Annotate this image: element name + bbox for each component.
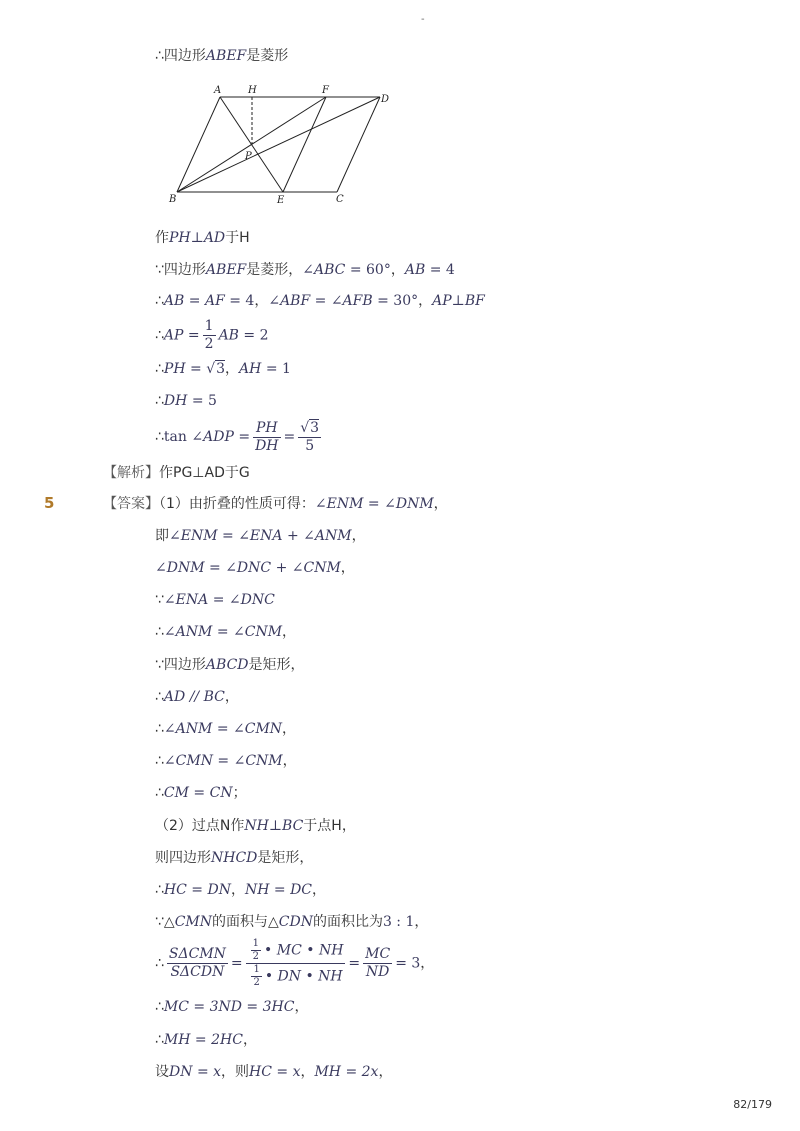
label-a: A xyxy=(214,85,222,96)
text: ∴ xyxy=(155,624,164,640)
construct-ph xyxy=(155,228,250,248)
step-hc-dn xyxy=(155,880,326,900)
question-number: 5 xyxy=(44,494,55,512)
math: = xyxy=(216,721,229,737)
denominator: 2 xyxy=(253,977,260,988)
math: ∠ABF xyxy=(268,293,311,309)
text: 作PG⊥AD于G xyxy=(159,465,250,481)
step-area-fraction xyxy=(155,938,434,989)
text: ， xyxy=(282,624,297,640)
math: ∠ANM xyxy=(163,721,213,737)
math: = 3ND = 3HC xyxy=(193,999,295,1015)
text: ， xyxy=(418,293,433,309)
segment-dc xyxy=(337,97,380,192)
text: 是菱形 xyxy=(246,48,289,64)
math: = xyxy=(216,624,229,640)
math: HC xyxy=(249,1064,272,1080)
math: = 1 xyxy=(265,361,291,377)
page-top-mark: - xyxy=(421,14,425,25)
math: ∠ANM xyxy=(163,624,213,640)
step-mh xyxy=(155,1030,257,1050)
text: ， xyxy=(230,882,245,898)
text: ， xyxy=(340,560,355,576)
label-h: H xyxy=(248,85,257,96)
answer-tag: 【答案】 xyxy=(103,496,159,512)
analysis-line xyxy=(103,463,250,483)
math: = 4 xyxy=(229,293,255,309)
step-parallel xyxy=(155,687,239,707)
math: = xyxy=(212,592,225,608)
text: ， xyxy=(312,882,327,898)
text: 于H xyxy=(225,230,250,246)
fraction-one-half-small xyxy=(251,938,261,963)
math: ∠DNC xyxy=(228,592,275,608)
math: = xyxy=(314,293,327,309)
math: 3 : 1 xyxy=(382,914,415,930)
math: DH xyxy=(163,393,188,409)
math: CM xyxy=(163,785,189,801)
math: ∠ENM xyxy=(169,528,218,544)
step-anm-cnm xyxy=(155,622,296,642)
math: CDN xyxy=(278,914,313,930)
text: ∴ xyxy=(155,753,164,769)
text: ， xyxy=(254,293,269,309)
fraction-mc-nd xyxy=(363,946,392,981)
text: ∴ xyxy=(155,361,164,377)
math: = xyxy=(238,429,251,445)
step-enm-sum xyxy=(155,526,366,546)
step-tan xyxy=(155,418,324,456)
step-rectangle-abcd xyxy=(155,655,305,675)
math: PH xyxy=(163,361,186,377)
segment-bd xyxy=(177,97,380,192)
text: 是矩形， xyxy=(248,657,305,673)
denominator: DH xyxy=(255,437,279,454)
math: ABCD xyxy=(205,657,249,673)
math: ∠ANM xyxy=(303,528,352,544)
text: 设 xyxy=(155,1064,169,1080)
math: tan xyxy=(163,429,187,445)
step-dh xyxy=(155,391,217,411)
numerator: 1 xyxy=(252,938,260,949)
step-ena-dnc xyxy=(155,590,275,610)
text: ， xyxy=(390,262,405,278)
math: = 4 xyxy=(429,262,455,278)
sqrt-sign: √ xyxy=(300,419,310,436)
math: = xyxy=(190,361,202,377)
text: ； xyxy=(232,785,247,801)
step-rectangle-nhcd xyxy=(155,848,313,868)
text: ∴ xyxy=(155,882,164,898)
math: ∠CMN xyxy=(163,753,213,769)
math: = xyxy=(348,955,361,972)
math: = xyxy=(188,293,201,309)
math: AD // BC xyxy=(163,689,225,705)
math: ∠DNM xyxy=(384,496,434,512)
math: ∠DNM xyxy=(155,560,205,576)
text: 作 xyxy=(155,230,169,246)
math: = xyxy=(222,528,234,544)
step-set-x xyxy=(155,1062,392,1082)
analysis-tag: 【解析】 xyxy=(103,465,159,481)
fraction-ph-dh xyxy=(253,420,280,455)
math: MH xyxy=(163,1032,191,1048)
fraction-one-half-small xyxy=(251,964,261,989)
text: 的面积与△ xyxy=(211,914,279,930)
text: ∴四边形 xyxy=(155,48,206,64)
math: = x xyxy=(276,1064,301,1080)
numerator: 1 xyxy=(204,318,214,334)
label-b: B xyxy=(169,194,177,205)
math: MH xyxy=(314,1064,342,1080)
numerator: MC xyxy=(365,946,391,962)
math: = xyxy=(191,882,204,898)
math: = 30° xyxy=(377,293,419,309)
denominator xyxy=(246,964,346,989)
step-ap xyxy=(155,318,269,353)
text: （2）过点N作 xyxy=(155,818,245,834)
math: = xyxy=(187,327,200,344)
text: ， xyxy=(282,753,297,769)
math: • DN • NH xyxy=(264,968,343,985)
text: ， xyxy=(378,1064,393,1080)
rhombus-conclusion xyxy=(155,46,288,66)
math: ∠CNM xyxy=(233,753,283,769)
step-area-ratio xyxy=(155,912,428,932)
math: ∠ADP xyxy=(191,429,234,445)
text: ， xyxy=(414,914,429,930)
page-number: 82/179 xyxy=(733,1098,772,1111)
math: AH xyxy=(239,361,262,377)
step-cmn-cnm xyxy=(155,751,297,771)
label-e: E xyxy=(277,195,285,206)
text: ，则 xyxy=(221,1064,250,1080)
text: ∴ xyxy=(155,721,164,737)
math: NH xyxy=(244,882,270,898)
step-dnm-sum xyxy=(155,558,355,578)
text: 于点H， xyxy=(303,818,356,834)
math: HC xyxy=(163,882,187,898)
segment-bf xyxy=(177,97,326,192)
denominator: 5 xyxy=(305,437,315,454)
math: AF xyxy=(204,293,225,309)
numerator xyxy=(246,938,346,964)
math: = 2 xyxy=(243,327,269,344)
label-c: C xyxy=(336,194,344,205)
text: ， xyxy=(225,361,240,377)
math: + xyxy=(275,560,288,576)
math: NHCD xyxy=(211,850,258,866)
step-cm-cn xyxy=(155,783,247,803)
text: ， xyxy=(224,689,239,705)
math: ∠ABC xyxy=(302,262,346,278)
label-p: P xyxy=(245,151,252,162)
math: MC xyxy=(163,999,189,1015)
fraction-area xyxy=(167,946,228,981)
parallelogram-figure xyxy=(160,80,400,210)
step-ph-ah xyxy=(155,359,291,379)
text: 是矩形， xyxy=(257,850,314,866)
math: ∠CMN xyxy=(233,721,283,737)
math: ∠ENM xyxy=(314,496,364,512)
math: CN xyxy=(209,785,233,801)
math: ⊥ xyxy=(190,230,204,246)
math: ⊥ xyxy=(451,293,465,309)
text: ∴ xyxy=(155,785,164,801)
math: 3 xyxy=(216,361,226,377)
fraction-one-half xyxy=(203,318,216,353)
denominator: 2 xyxy=(252,951,260,962)
math: = xyxy=(367,496,380,512)
math: = 2HC xyxy=(194,1032,243,1048)
numerator xyxy=(298,420,321,438)
math: AB xyxy=(163,293,185,309)
math: ∠DNC xyxy=(225,560,272,576)
math: = xyxy=(283,429,296,445)
math: AP xyxy=(432,293,452,309)
math-abef: ABEF xyxy=(205,48,247,64)
math: AB xyxy=(404,262,426,278)
text: ∵四边形 xyxy=(155,262,206,278)
math: AD xyxy=(203,230,226,246)
math: AP xyxy=(163,327,184,344)
text: ， xyxy=(351,528,366,544)
text: ， xyxy=(420,955,435,972)
step-rhombus-angle xyxy=(155,260,455,280)
text: ∴ xyxy=(155,689,164,705)
text: ∵ xyxy=(155,592,164,608)
text: ∴ xyxy=(155,327,164,344)
math: = xyxy=(230,955,243,972)
text: 的面积比为 xyxy=(312,914,383,930)
math: DC xyxy=(290,882,313,898)
math: = xyxy=(209,560,221,576)
text: ∴ xyxy=(155,393,164,409)
text: ∵△ xyxy=(155,914,175,930)
math: = 5 xyxy=(191,393,217,409)
math: PH xyxy=(169,230,191,246)
text: ， xyxy=(433,496,448,512)
step-ab-af xyxy=(155,291,485,311)
math: 3 xyxy=(310,419,320,436)
math: = xyxy=(193,785,206,801)
answer-line xyxy=(103,494,448,514)
denominator: ND xyxy=(365,964,390,980)
math: ∠AFB xyxy=(330,293,373,309)
denominator: SΔCDN xyxy=(170,964,225,980)
text: （1）由折叠的性质可得： xyxy=(159,496,315,512)
math: = 2x xyxy=(345,1064,379,1080)
label-d: D xyxy=(381,94,390,105)
part2-intro xyxy=(155,816,356,836)
fraction-sqrt3-5 xyxy=(298,420,321,455)
label-f: F xyxy=(322,85,329,96)
numerator: 1 xyxy=(253,964,260,975)
text: 即 xyxy=(155,528,169,544)
math: = xyxy=(273,882,286,898)
text: ∴ xyxy=(155,999,164,1015)
math: ∠ENA xyxy=(163,592,209,608)
denominator: 2 xyxy=(204,336,214,352)
math: = x xyxy=(196,1064,222,1080)
math: = xyxy=(217,753,230,769)
math: ∠ENA xyxy=(238,528,283,544)
math: ∠CNM xyxy=(233,624,283,640)
math: BC xyxy=(282,818,304,834)
numerator: PH xyxy=(253,420,280,438)
text: ， xyxy=(300,1064,315,1080)
math: DN xyxy=(169,1064,193,1080)
math: ∠CNM xyxy=(291,560,341,576)
text: ∴ xyxy=(155,955,164,972)
math: = 60° xyxy=(349,262,391,278)
step-mc xyxy=(155,997,308,1017)
numerator: SΔCMN xyxy=(168,946,226,962)
sqrt-sign: √ xyxy=(206,361,216,377)
math: + xyxy=(286,528,299,544)
math: BF xyxy=(464,293,485,309)
step-anm-cmn xyxy=(155,719,296,739)
math: AB xyxy=(218,327,239,344)
math: DN xyxy=(207,882,231,898)
text: ∵四边形 xyxy=(155,657,206,673)
text: ∴ xyxy=(155,293,164,309)
math: = 3 xyxy=(395,955,421,972)
text: 则四边形 xyxy=(155,850,211,866)
text: ， xyxy=(294,999,309,1015)
text: ， xyxy=(282,721,297,737)
text: ∴ xyxy=(155,429,164,445)
fraction-area-formula xyxy=(246,938,346,989)
text: 是菱形， xyxy=(246,262,303,278)
text: ， xyxy=(242,1032,257,1048)
text: ∴ xyxy=(155,1032,164,1048)
math: • MC • NH xyxy=(264,942,344,959)
math: NH xyxy=(244,818,269,834)
math: ABEF xyxy=(205,262,247,278)
math: ⊥ xyxy=(268,818,283,834)
math: CMN xyxy=(174,914,212,930)
